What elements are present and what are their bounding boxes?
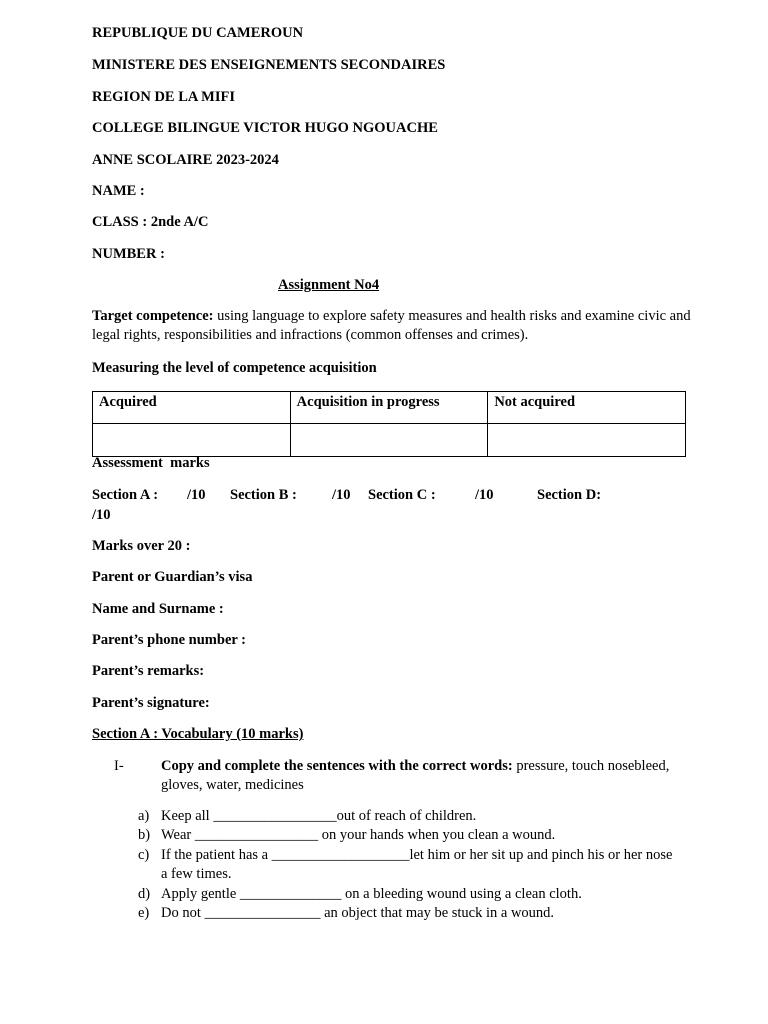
region-heading: REGION DE LA MIFI: [92, 89, 236, 105]
item-letter: b): [138, 827, 151, 843]
item-letter: c): [138, 847, 150, 863]
header-in-progress: Acquisition in progress: [290, 392, 488, 424]
section-d-marks: /10: [92, 507, 111, 523]
competence-table-empty-row: [93, 424, 686, 457]
section-c-label: Section C :: [368, 487, 436, 503]
item-letter: a): [138, 808, 150, 824]
section-a-label: Section A :: [92, 487, 159, 503]
item-text: Do not ________________ an object that may be stuck in a wound.: [161, 905, 555, 921]
section-d-label: Section D:: [537, 487, 602, 503]
section-b-label: Section B :: [230, 487, 297, 503]
name-field-label: NAME :: [92, 183, 145, 199]
item-text: If the patient has a ___________________let him or her sit up and pinch his or her nose a few times.: [161, 847, 673, 882]
cell-not-acquired: [488, 424, 686, 457]
parent-signature-label: Parent’s signature:: [92, 695, 210, 711]
parent-phone-label: Parent’s phone number :: [92, 632, 247, 648]
exercise-instruction: [161, 757, 681, 795]
school-year-heading: ANNE SCOLAIRE 2023-2024: [92, 152, 279, 168]
section-marks-row: [92, 486, 692, 526]
target-competence: [92, 307, 692, 345]
target-competence-text: using language to explore safety measures and health risks and examine civic and legal rights, responsibilities and infractions (common offenses and crimes).: [92, 308, 691, 343]
parent-remarks-label: Parent’s remarks:: [92, 663, 205, 679]
target-competence-label: Target competence:: [92, 308, 214, 324]
item-letter: d): [138, 886, 151, 902]
country-heading: REPUBLIQUE DU CAMEROUN: [92, 25, 304, 41]
marks-over-20-label: Marks over 20 :: [92, 538, 191, 554]
assessment-title: Assessment marks: [92, 455, 210, 471]
parent-visa-label: Parent or Guardian’s visa: [92, 569, 253, 585]
number-field-label: NUMBER :: [92, 246, 165, 262]
instruction-word-list: pressure, touch nosebleed, gloves, water, medicines: [161, 758, 670, 793]
item-text: Apply gentle ______________ on a bleeding wound using a clean cloth.: [161, 886, 582, 902]
assignment-title: Assignment No4: [278, 277, 380, 293]
measure-title: Measuring the level of competence acquisition: [92, 360, 377, 376]
section-c-marks: /10: [475, 487, 494, 503]
school-heading: COLLEGE BILINGUE VICTOR HUGO NGOUACHE: [92, 120, 438, 136]
header-acquired: Acquired: [93, 392, 291, 424]
section-a-title: Section A : Vocabulary (10 marks): [92, 726, 304, 742]
name-surname-label: Name and Surname :: [92, 601, 224, 617]
item-text: Keep all _________________out of reach of children.: [161, 808, 477, 824]
class-field-label: CLASS : 2nde A/C: [92, 214, 209, 230]
cell-in-progress: [290, 424, 488, 457]
ministry-heading: MINISTERE DES ENSEIGNEMENTS SECONDAIRES: [92, 57, 446, 73]
competence-table-header-row: [93, 392, 686, 424]
item-letter: e): [138, 905, 150, 921]
section-b-marks: /10: [332, 487, 351, 503]
exercise-number: I-: [114, 758, 124, 774]
header-not-acquired: Not acquired: [488, 392, 686, 424]
cell-acquired: [93, 424, 291, 457]
item-text: Wear _________________ on your hands when you clean a wound.: [161, 827, 556, 843]
instruction-bold: Copy and complete the sentences with the correct words:: [161, 758, 513, 774]
competence-table: [92, 391, 686, 457]
section-a-marks: /10: [187, 487, 206, 503]
